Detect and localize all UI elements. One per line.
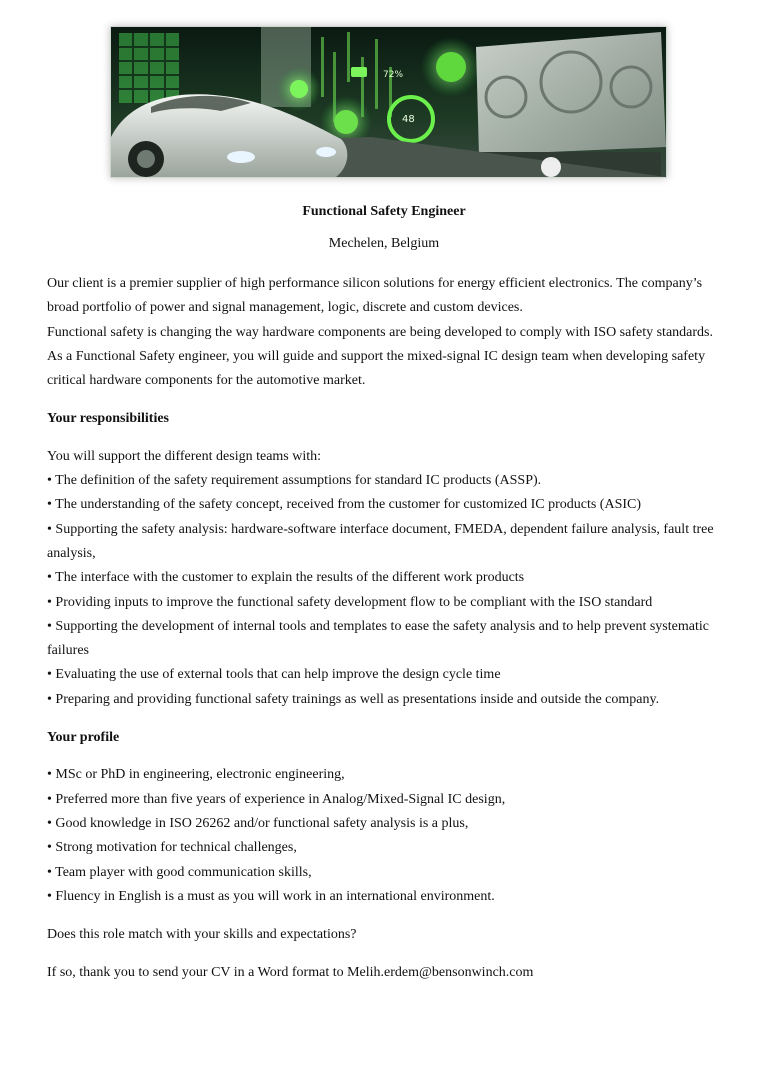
intro-line: broad portfolio of power and signal management, logic, discrete and custom devices.	[47, 300, 523, 316]
intro-line: critical hardware components for the automotive market.	[47, 373, 366, 389]
responsibility-item: • Providing inputs to improve the functional safety development flow to be compliant with the ISO standard	[47, 594, 653, 610]
responsibility-item: • Supporting the safety analysis: hardware-software interface document, FMEDA, dependent failure analysis, fault tree	[47, 521, 714, 537]
profile-item: • Preferred more than five years of experience in Analog/Mixed-Signal IC design,	[47, 791, 506, 807]
profile-section	[47, 763, 737, 909]
battery-percentage-text: 72%	[383, 70, 404, 80]
profile-item: • Team player with good communication skills,	[47, 864, 312, 880]
responsibility-item: • Evaluating the use of external tools that can help improve the design cycle time	[47, 667, 501, 683]
responsibility-item: • The understanding of the safety concept, received from the customer for customized IC products (ASIC)	[47, 497, 642, 513]
profile-item: • MSc or PhD in engineering, electronic engineering,	[47, 767, 345, 783]
responsibility-item: analysis,	[47, 545, 96, 561]
profile-heading: Your profile	[47, 730, 120, 746]
speed-readout-text: 48	[402, 114, 415, 125]
closing-question: Does this role match with your skills and expectations?	[47, 927, 357, 943]
intro-line: As a Functional Safety engineer, you will guide and support the mixed-signal IC design team when developing safety	[47, 348, 706, 364]
profile-item: • Fluency in English is a must as you will work in an international environment.	[47, 888, 495, 904]
job-location: Mechelen, Belgium	[328, 236, 440, 251]
responsibility-item: • Preparing and providing functional safety trainings as well as presentations inside and outside the company.	[47, 691, 660, 707]
header-banner-image	[110, 26, 667, 178]
responsibility-item: • Supporting the development of internal tools and templates to ease the safety analysis and to help prevent systematic	[47, 618, 709, 634]
responsibility-item: • The definition of the safety requirement assumptions for standard IC products (ASSP).	[47, 473, 542, 489]
responsibility-item: • The interface with the customer to explain the results of the different work products	[47, 570, 525, 586]
profile-item: • Good knowledge in ISO 26262 and/or functional safety analysis is a plus,	[47, 815, 469, 831]
intro-line: Functional safety is changing the way hardware components are being developed to comply with ISO safety standards.	[47, 324, 713, 340]
responsibilities-heading: Your responsibilities	[47, 411, 170, 427]
responsibility-item: failures	[47, 643, 89, 659]
intro-section	[47, 272, 737, 393]
job-description	[47, 272, 737, 986]
responsibilities-lead: You will support the different design teams with:	[47, 448, 322, 464]
job-title: Functional Safety Engineer	[302, 204, 466, 219]
closing-contact: If so, thank you to send your CV in a Word format to Melih.erdem@bensonwinch.com	[47, 965, 534, 981]
responsibilities-section	[47, 445, 737, 712]
profile-item: • Strong motivation for technical challenges,	[47, 840, 297, 856]
intro-line: Our client is a premier supplier of high performance silicon solutions for energy efficient electronics. The company’s	[47, 276, 703, 291]
